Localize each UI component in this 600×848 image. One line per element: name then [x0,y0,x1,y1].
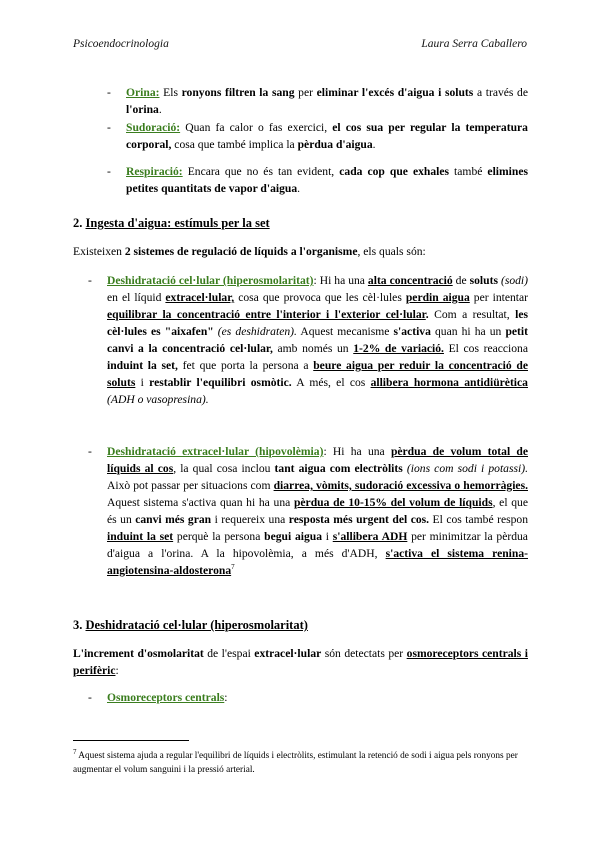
term-sudoracio: Sudoració: [126,121,181,134]
term-orina: Orina: [126,86,160,99]
dash-bullet: - [88,691,92,704]
term-respiracio: Respiració: [126,165,183,178]
header-subject: Psicoendocrinologia [73,38,169,50]
dash-bullet: - [88,274,92,287]
section-heading-3: 3. Deshidratació cel·lular (hiperosmolaritat) [73,618,308,632]
list-item-respiracio: - Respiració: Encara que no és tan evident, cada cop que exhales també elimines petites quantitats de vapor d'aigua. [107,165,528,195]
header-author: Laura Serra Caballero [421,38,527,50]
list-item-deshidratacio-cellular: - Deshidratació cel·lular (hiperosmolaritat): Hi ha una alta concentració de soluts (sodi) en el líquid extracel·lular, cosa que provoca que les cèl·lules perdin aigua per intentar equilibrar la concentració entre l'interior i l'exterior cel·lular. Com a resultat, les cèl·lules es "aixafen" (es deshidraten). Aquest mecanisme s'activa quan hi ha un petit canvi a la concentració cel·lular, amb només un 1-2% de variació. El cos reacciona induint la set, fet que porta la persona a beure aigua per reduir la concentració de soluts i restablir l'equilibri osmòtic. A més, el cos allibera hormona antidiürètica (ADH o vasopresina). [88,274,529,406]
list-item-sudoracio: - Sudoració: Quan fa calor o fas exercici, el cos sua per regular la temperatura corporal, cosa que també implica la pèrdua d'aigua. [107,121,528,151]
dash-bullet: - [107,86,111,99]
footnote-number: 7 [73,747,77,756]
dash-bullet: - [107,165,111,178]
list-item-osmoreceptors-centrals: - Osmoreceptors centrals: [88,691,228,704]
section-heading-2: 2. Ingesta d'aigua: estímuls per la set [73,216,270,230]
footnote-ref[interactable]: 7 [231,563,235,572]
list-item-deshidratacio-extracellular: - Deshidratació extracel·lular (hipovolèmia): Hi ha una pèrdua de volum total de líquids al cos, la qual cosa inclou tant aigua com electròlits (ions com sodi i potassi). Això pot passar per situacions com diarrea, vòmits, sudoració excessiva o hemorràgies. Aquest sistema s'activa quan hi ha una pèrdua de 10-15% del volum de líquids, el que és un canvi més gran i requereix una resposta més urgent del cos. El cos també respon induint la set perquè la persona begui aigua i s'allibera ADH per minimitzar la pèrdua d'aigua a l'orina. A la hipovolèmia, a més d'ADH, s'activa el sistema renina-angiotensina-aldosterona$^7$ [88,445,529,577]
footnote-separator [73,740,189,741]
term-osmoreceptors-centrals: Osmoreceptors centrals [107,691,225,704]
section3-intro: L'increment d'osmolaritat de l'espai extracel·lular són detectats per osmoreceptors centrals i perifèric: [73,647,528,677]
term-deshidratacio-cellular: Deshidratació cel·lular (hiperosmolaritat) [107,274,314,287]
section2-intro: Existeixen 2 sistemes de regulació de líquids a l'organisme, els quals són: [73,245,426,258]
term-deshidratacio-extracellular: Deshidratació extracel·lular (hipovolèmia) [107,445,324,458]
dash-bullet: - [107,121,111,134]
list-item-orina: - Orina: Els ronyons filtren la sang per eliminar l'excés d'aigua i soluts a través de l'orina. [107,86,528,116]
dash-bullet: - [88,445,92,458]
footnote: $^7$ Aquest sistema ajuda a regular l'equilibri de líquids i electròlits, estimulant la retenció de sodi i aigua pels ronyons per augmentar el volum sanguini i la pressió arterial. [73,747,518,775]
